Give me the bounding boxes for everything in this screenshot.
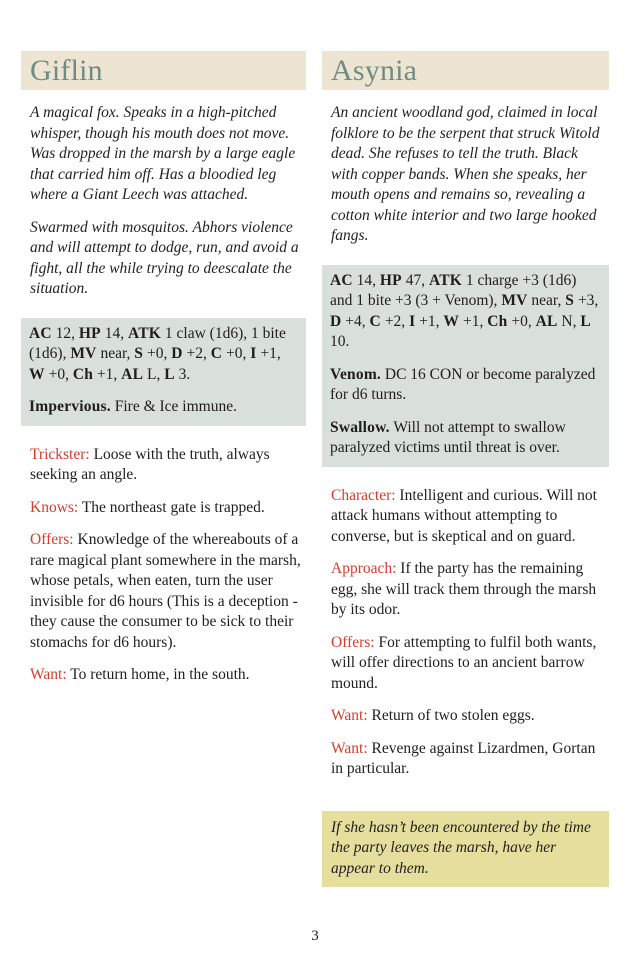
stat-paragraph: [29, 397, 298, 418]
stat-key: D: [330, 312, 342, 330]
stat-key: I: [409, 312, 416, 330]
stat-value: +0,: [507, 312, 536, 330]
entry-label: Want:: [331, 739, 368, 757]
entry-paragraph: Character: Intelligent and curious. Will not attack humans without attempting to converse, but is skeptical and on guard.: [331, 486, 597, 545]
stat-block: [21, 318, 306, 426]
section-title: Asynia: [331, 54, 418, 87]
entry-paragraph: Want: Revenge against Lizardmen, Gortan in particular.: [331, 739, 596, 777]
stat-value: 47,: [401, 271, 429, 289]
stat-key: Impervious.: [29, 398, 111, 415]
stat-key: S: [565, 292, 575, 309]
stat-key: HP: [379, 271, 402, 289]
stat-value: 14,: [100, 324, 128, 342]
stat-value: 14,: [352, 271, 380, 289]
stat-value: 1 charge +3 (1d6) and 1 bite +3 (3 + Venom),: [330, 271, 577, 309]
columns-container: [21, 51, 609, 887]
entry-paragraph: Knows: The northeast gate is trapped.: [30, 498, 265, 516]
stat-key: ATK: [428, 271, 463, 289]
section-title: Giflin: [30, 54, 103, 87]
stat-key: AL: [535, 312, 558, 330]
entry-label: Offers:: [331, 633, 375, 651]
entry-paragraph: Approach: If the party has the remaining egg, she will track them through the marsh by its odor.: [331, 560, 597, 618]
flavor-paragraph: A magical fox. Speaks in a high-pitched whisper, though his mouth does not move. Was dropped in the marsh by a large eagle that carried him off. Has a bloodied leg where a Giant Leech was attached.: [30, 104, 296, 203]
stat-key: L: [580, 312, 591, 330]
flavor-block: [322, 103, 609, 247]
entry-paragraph: Want: Return of two stolen eggs.: [331, 707, 535, 724]
entry-label: Offers:: [30, 531, 74, 548]
stat-value: N,: [557, 312, 581, 330]
stat-value: +1,: [459, 312, 488, 330]
entry-paragraph: Offers: For attempting to fulfil both wants, will offer directions to an ancient barrow mound.: [331, 633, 597, 692]
stat-value: Fire & Ice immune.: [110, 398, 237, 415]
entry-paragraph: Trickster: Loose with the truth, always seeking an angle.: [30, 445, 270, 483]
stat-key: AL: [121, 365, 144, 383]
stat-value: near,: [527, 292, 566, 309]
stat-value: DC 16 CON or become paralyzed for d6 turns.: [330, 365, 596, 403]
stat-key: W: [443, 312, 460, 330]
stat-value: near,: [96, 345, 135, 362]
stat-value: 10.: [330, 333, 350, 350]
stat-key: I: [250, 345, 257, 362]
stat-value: L,: [143, 365, 165, 383]
stat-key: Ch: [487, 312, 508, 330]
entry-paragraph: Want: To return home, in the south.: [30, 666, 250, 683]
stat-key: AC: [29, 324, 52, 342]
stat-value: +4,: [341, 312, 370, 330]
stat-value: +2,: [380, 312, 410, 330]
stat-paragraph: [29, 324, 298, 386]
stat-value: +2,: [182, 345, 211, 362]
entry-label: Want:: [30, 666, 67, 683]
stat-block: [322, 265, 609, 467]
stat-value: +3,: [574, 292, 599, 309]
stat-key: Swallow.: [330, 418, 390, 436]
flavor-paragraph: Swarmed with mosquitos. Abhors violence and will attempt to dodge, run, and avoid a fight, all the while trying to deescalate the situation.: [30, 218, 299, 297]
stat-key: Venom.: [330, 365, 382, 383]
stat-value: Will not attempt to swallow paralyzed victims until threat is over.: [330, 418, 566, 456]
entry-label: Approach:: [331, 560, 397, 577]
stat-key: AC: [330, 271, 353, 289]
stat-paragraph: [330, 365, 601, 406]
stat-value: 3.: [174, 365, 191, 383]
stat-paragraph: [330, 271, 601, 353]
stat-value: +1,: [256, 345, 281, 362]
stat-key: MV: [70, 345, 97, 362]
stat-value: +0,: [44, 365, 73, 383]
stat-value: 12,: [51, 324, 79, 342]
stat-key: HP: [78, 324, 101, 342]
section-header-bar: [322, 51, 609, 90]
stat-key: ATK: [127, 324, 162, 342]
npc-column: [322, 51, 609, 887]
entry-label: Trickster:: [30, 445, 90, 463]
stat-key: C: [210, 345, 223, 362]
entries: [21, 445, 306, 686]
entry-label: Knows:: [30, 498, 79, 516]
stat-value: +0,: [143, 345, 172, 362]
stat-key: S: [134, 345, 144, 362]
stat-key: C: [369, 312, 381, 330]
stat-key: W: [29, 365, 45, 383]
stat-value: +1,: [415, 312, 444, 330]
stat-value: 1 claw (1d6), 1 bite (1d6),: [29, 324, 286, 362]
entry-label: Character:: [331, 486, 396, 504]
stat-paragraph: [330, 418, 601, 459]
gm-note-box: If she hasn’t been encountered by the time the party leaves the marsh, have her appear to them.: [322, 811, 609, 888]
stat-key: L: [164, 365, 175, 383]
flavor-paragraph: An ancient woodland god, claimed in local folklore to be the serpent that struck Witold dead. She refuses to tell the truth. Black with copper bands. When she speaks, her mouth opens and remains so, revealing a cotton white interior and two large hooked fangs.: [331, 104, 600, 244]
npc-column: [21, 51, 306, 686]
page-number: 3: [311, 928, 319, 944]
flavor-block: [21, 103, 306, 300]
section-header-bar: [21, 51, 306, 90]
stat-key: D: [171, 345, 183, 362]
stat-key: Ch: [72, 365, 94, 383]
entries: [322, 486, 609, 780]
stat-value: +0,: [222, 345, 251, 362]
entry-label: Want:: [331, 707, 368, 724]
stat-key: MV: [501, 292, 528, 309]
entry-paragraph: Offers: Knowledge of the whereabouts of a rare magical plant somewhere in the marsh, whose petals, when eaten, turn the user invisible for d6 hours (This is a deception - they cause the consumer to be sick to their stomachs for d6 hours).: [30, 531, 301, 651]
stat-value: +1,: [93, 365, 122, 383]
